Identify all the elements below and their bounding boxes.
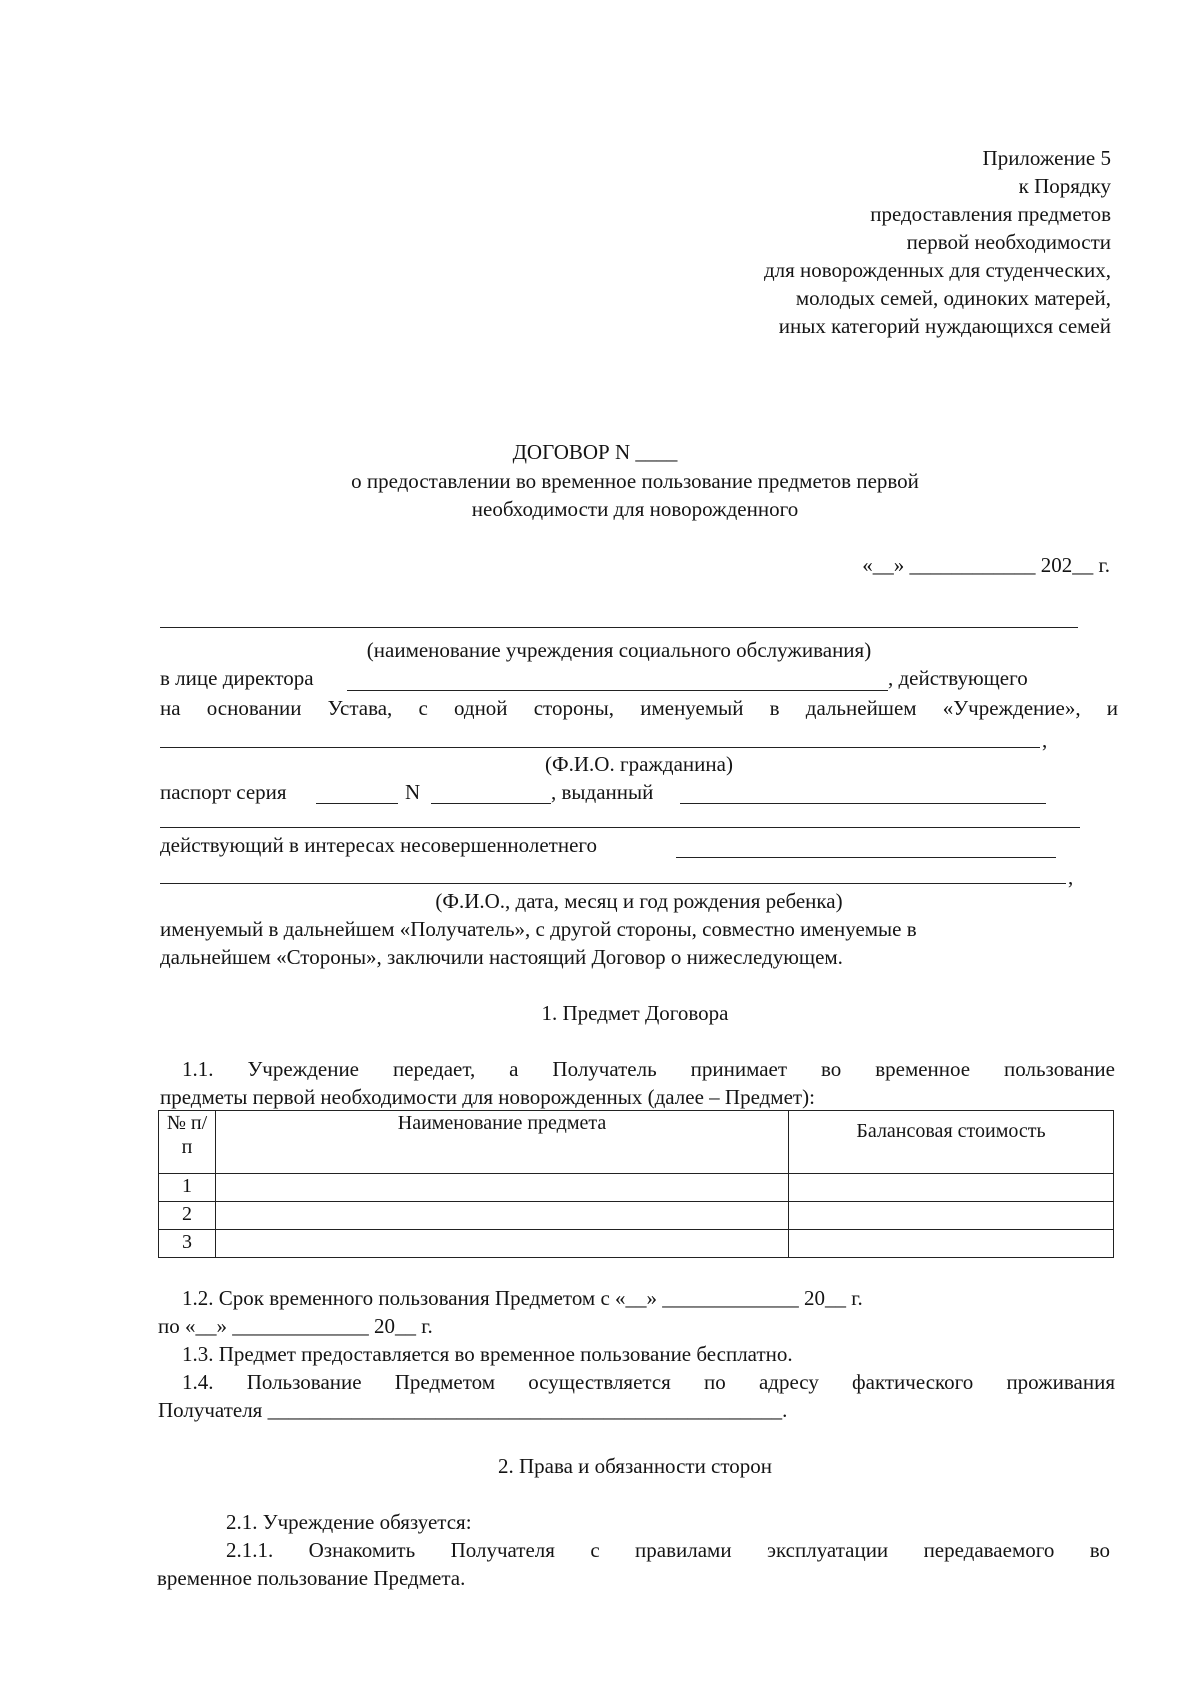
passport-issued-label: , выданный <box>551 780 654 804</box>
contract-date: «__» ____________ 202__ г. <box>862 553 1110 577</box>
institution-caption: (наименование учреждения социального обслуживания) <box>366 638 872 662</box>
clause-1-1-cont: предметы первой необходимости для новорожденных (далее – Предмет): <box>160 1085 815 1109</box>
table-row <box>159 1174 1114 1202</box>
appendix-line: для новорожденных для студенческих, <box>763 258 1111 282</box>
institution-name-line <box>160 627 1078 628</box>
appendix-line: молодых семей, одиноких матерей, <box>795 286 1111 310</box>
passport-issued-line-2 <box>160 827 1080 828</box>
item-cost-cell <box>789 1230 1114 1258</box>
table-row <box>159 1202 1114 1230</box>
child-name-line-2 <box>160 883 1066 884</box>
citizen-caption: (Ф.И.О. гражданина) <box>545 752 733 776</box>
col-name-header: Наименование предмета <box>216 1111 789 1174</box>
appendix-label: Приложение 5 <box>982 146 1111 170</box>
clause-2-1-1-cont: временное пользование Предмета. <box>157 1566 466 1590</box>
director-acting: , действующего <box>888 666 1028 690</box>
passport-number-label: N <box>405 780 421 804</box>
contract-subtitle: необходимости для новорожденного <box>471 497 799 521</box>
item-name-cell <box>216 1230 789 1258</box>
item-name-cell <box>216 1202 789 1230</box>
appendix-line: к Порядку <box>1018 174 1111 198</box>
comma: , <box>1042 728 1048 752</box>
clause-1-1: 1.1. Учреждение передает, а Получатель принимает во временное пользование <box>182 1057 1115 1081</box>
appendix-line: первой необходимости <box>906 230 1111 254</box>
passport-issued-line <box>680 803 1046 804</box>
passport-series-label: паспорт серия <box>160 780 287 804</box>
statute-line: на основании Устава, с одной стороны, именуемый в дальнейшем «Учреждение», и <box>160 696 1118 720</box>
row-number: 2 <box>159 1202 216 1230</box>
director-label: в лице директора <box>160 666 314 690</box>
table-row <box>159 1230 1114 1258</box>
clause-1-3: 1.3. Предмет предоставляется во временное пользование бесплатно. <box>182 1342 793 1366</box>
director-name-line <box>347 690 888 691</box>
appendix-line: предоставления предметов <box>870 202 1111 226</box>
clause-2-1: 2.1. Учреждение обязуется: <box>226 1510 472 1534</box>
table-header-row <box>159 1111 1114 1174</box>
passport-series-line <box>316 803 398 804</box>
item-name-cell <box>216 1174 789 1202</box>
col-cost-header: Балансовая стоимость <box>789 1111 1114 1174</box>
row-number: 1 <box>159 1174 216 1202</box>
citizen-name-line <box>160 747 1040 748</box>
clause-1-4: 1.4. Пользование Предметом осуществляется по адресу фактического проживания <box>182 1370 1115 1394</box>
appendix-line: иных категорий нуждающихся семей <box>778 314 1111 338</box>
section1-heading: 1. Предмет Договора <box>541 1001 729 1025</box>
recipient-line: дальнейшем «Стороны», заключили настоящий Договор о нижеследующем. <box>160 945 843 969</box>
items-table <box>158 1110 1114 1258</box>
child-caption: (Ф.И.О., дата, месяц и год рождения ребенка) <box>435 889 843 913</box>
section2-heading: 2. Права и обязанности сторон <box>497 1454 773 1478</box>
col-number-header: № п/п <box>159 1111 216 1174</box>
item-cost-cell <box>789 1202 1114 1230</box>
acting-for-label: действующий в интересах несовершеннолетнего <box>160 833 597 857</box>
clause-2-1-1: 2.1.1. Ознакомить Получателя с правилами эксплуатации передаваемого во <box>226 1538 1110 1562</box>
row-number: 3 <box>159 1230 216 1258</box>
clause-1-2-cont: по «__» _____________ 20__ г. <box>158 1314 433 1338</box>
item-cost-cell <box>789 1174 1114 1202</box>
contract-subtitle: о предоставлении во временное пользование предметов первой <box>351 469 919 493</box>
clause-1-4-cont: Получателя _________________________________________________. <box>158 1398 788 1422</box>
clause-1-2: 1.2. Срок временного пользования Предметом с «__» _____________ 20__ г. <box>182 1286 863 1310</box>
comma: , <box>1068 865 1074 889</box>
recipient-line: именуемый в дальнейшем «Получатель», с другой стороны, совместно именуемые в <box>160 917 917 941</box>
contract-title: ДОГОВОР N ____ <box>512 440 678 464</box>
passport-number-line <box>431 803 551 804</box>
child-name-line <box>676 857 1056 858</box>
